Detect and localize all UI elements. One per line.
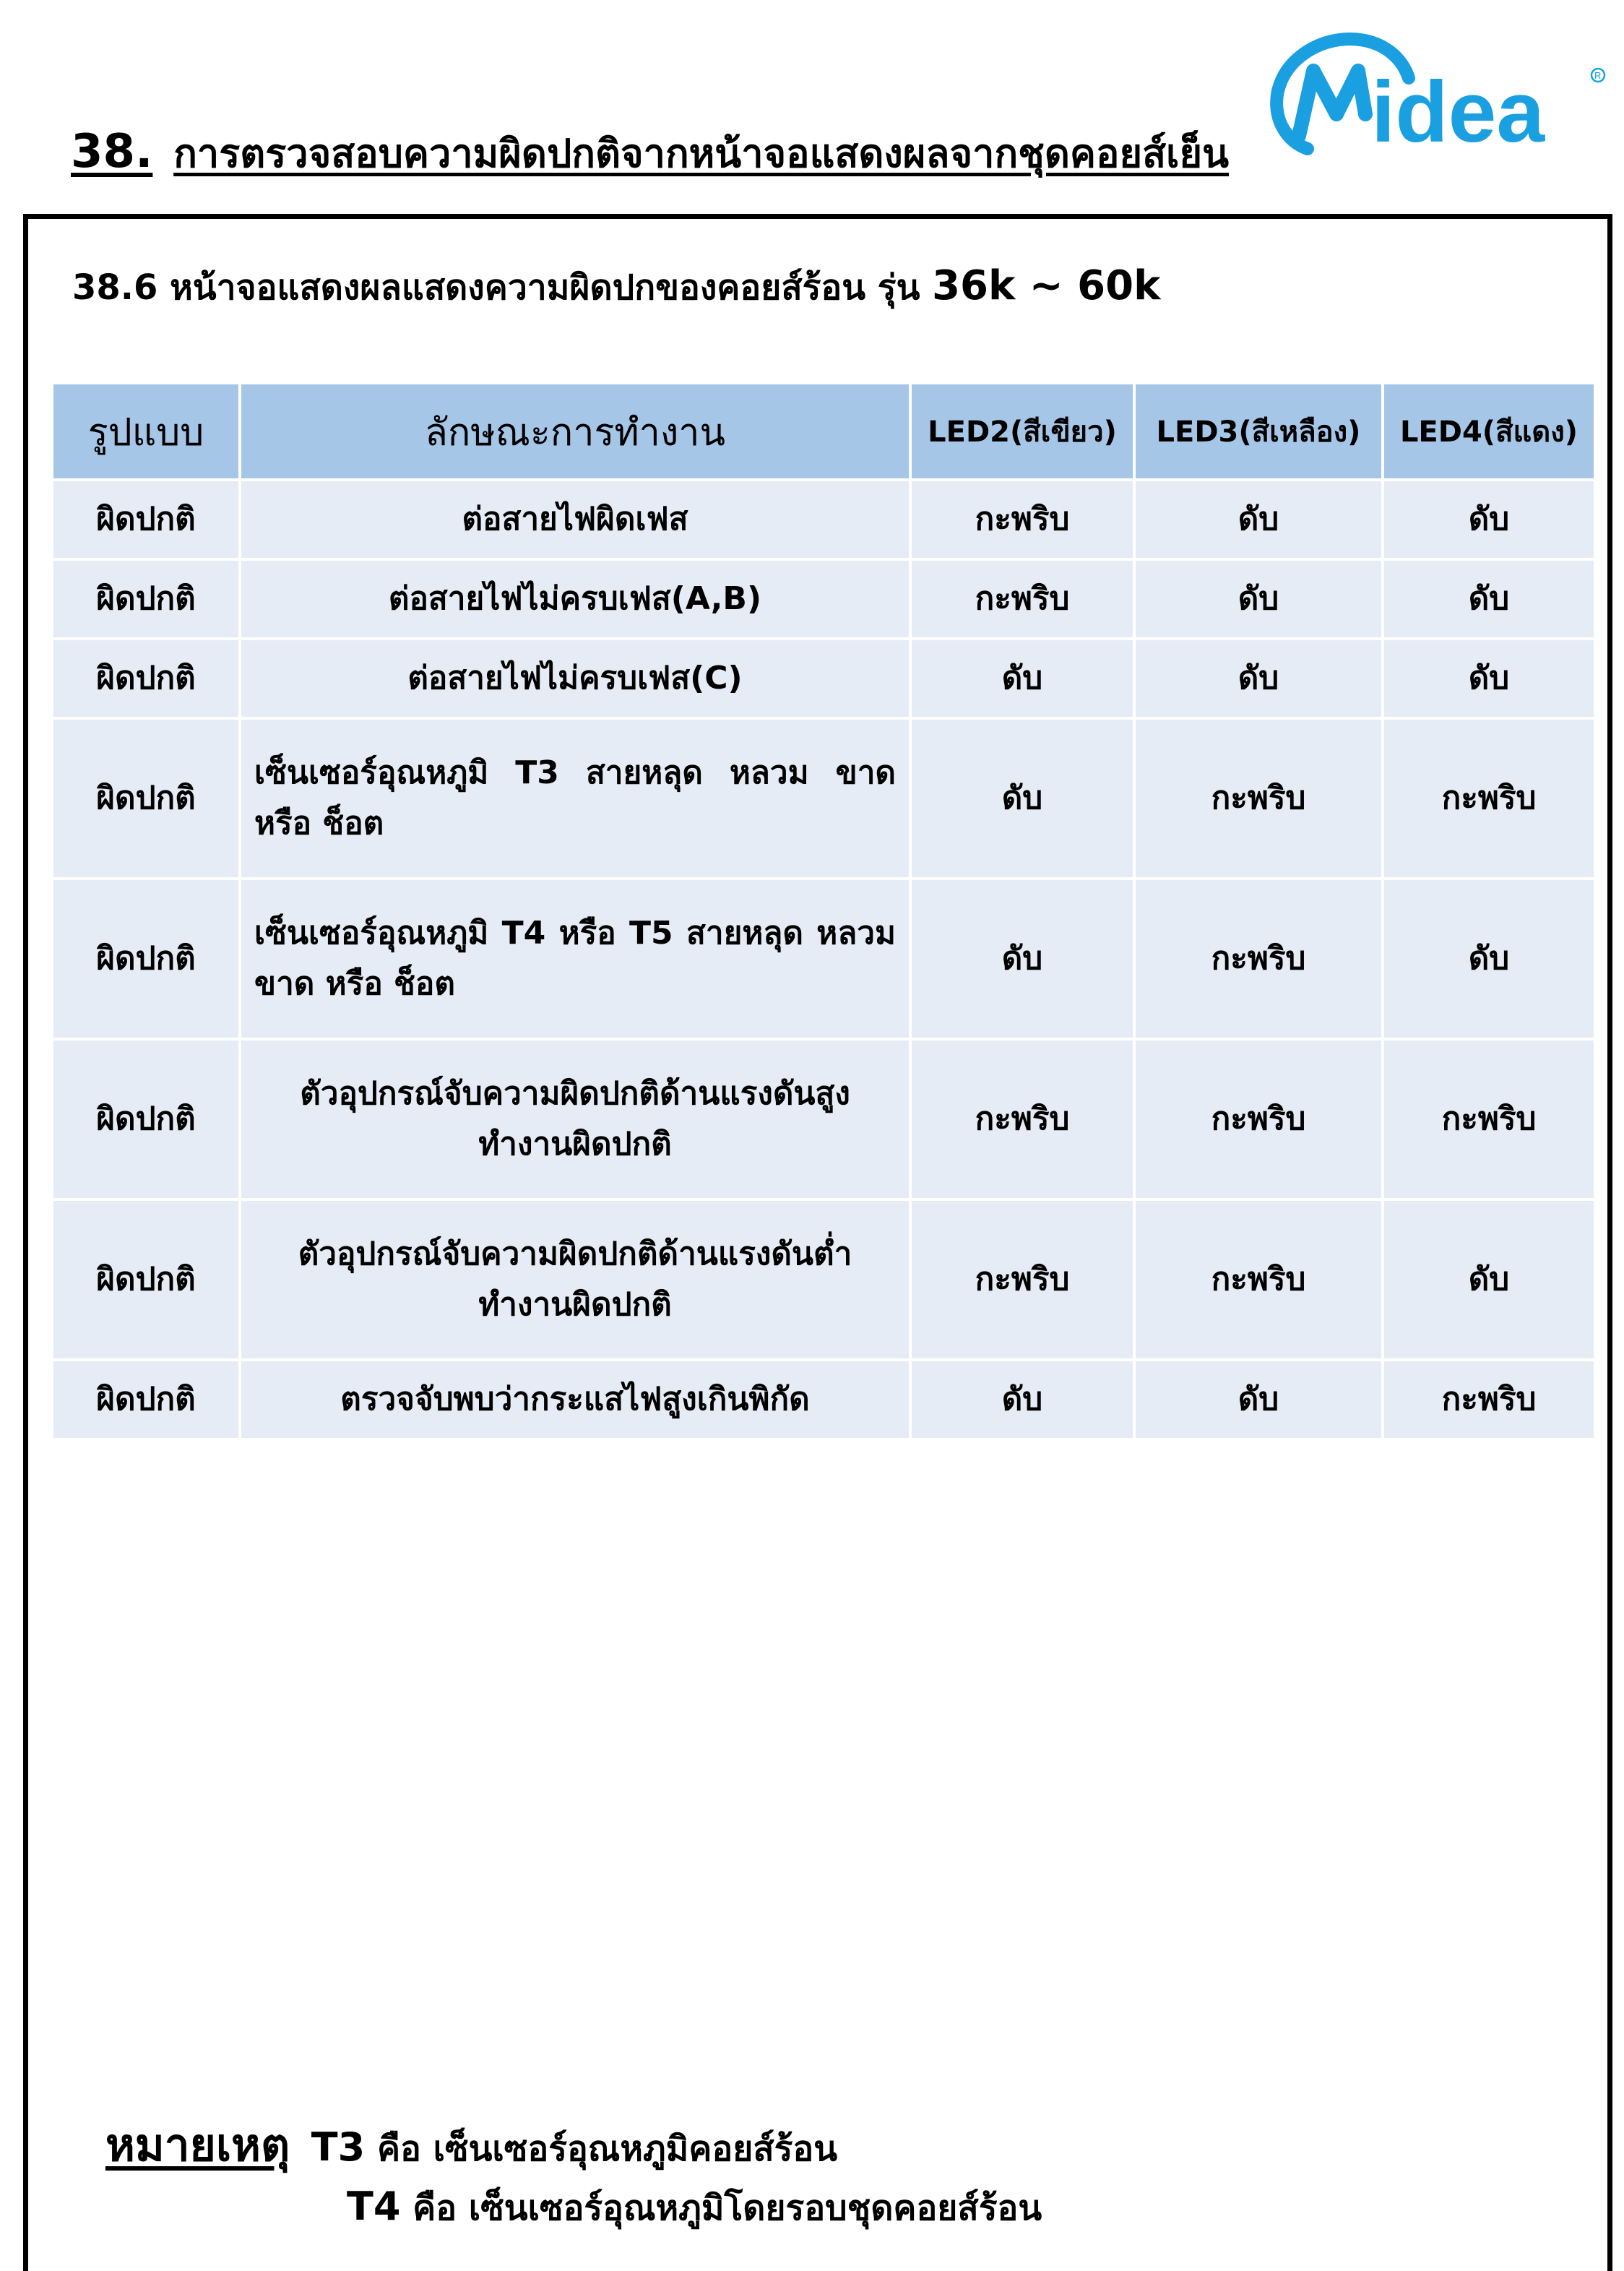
- cell-led2: ดับ: [912, 880, 1133, 1038]
- cell-led2: กะพริบ: [912, 1040, 1133, 1198]
- logo-wordmark: idea: [1371, 64, 1545, 158]
- cell-led3: ดับ: [1136, 1361, 1381, 1438]
- cell-behavior: ต่อสายไฟไม่ครบเฟส(A,B): [241, 561, 909, 637]
- cell-led4: ดับ: [1384, 481, 1594, 558]
- cell-led3: ดับ: [1136, 481, 1381, 558]
- cell-led2: กะพริบ: [912, 1201, 1133, 1358]
- table-header-row: [53, 384, 1594, 478]
- page-heading-text: การตรวจสอบความผิดปกติจากหน้าจอแสดงผลจากชุดคอยส์เย็น: [173, 131, 1230, 176]
- cell-behavior: ตัวอุปกรณ์จับความผิดปกติด้านแรงดันต่ำ ทำงานผิดปกติ: [241, 1201, 909, 1358]
- svg-text:R: R: [1594, 70, 1602, 81]
- cell-led4: ดับ: [1384, 880, 1594, 1038]
- cell-behavior: เซ็นเซอร์อุณหภูมิ T4 หรือ T5 สายหลุด หลวม ขาด หรือ ช็อต: [241, 880, 909, 1038]
- table-row: [53, 1201, 1594, 1358]
- header-led4: LED4(สีแดง): [1384, 384, 1594, 478]
- header-led2: LED2(สีเขียว): [912, 384, 1133, 478]
- cell-led4: กะพริบ: [1384, 720, 1594, 877]
- cell-led4: ดับ: [1384, 561, 1594, 637]
- note-code: T3: [311, 2124, 366, 2170]
- note-item: [311, 2124, 838, 2170]
- note-code: T4: [347, 2184, 401, 2229]
- header-mode: รูปแบบ: [53, 384, 238, 478]
- section-model-range: 36k ~ 60k: [932, 262, 1161, 309]
- page-heading: [71, 125, 1230, 178]
- cell-behavior: ต่อสายไฟผิดเฟส: [241, 481, 909, 558]
- cell-mode: ผิดปกติ: [53, 1201, 238, 1358]
- cell-mode: ผิดปกติ: [53, 561, 238, 637]
- table-row: [53, 720, 1594, 877]
- cell-led2: กะพริบ: [912, 481, 1133, 558]
- cell-mode: ผิดปกติ: [53, 720, 238, 877]
- table-row: [53, 561, 1594, 637]
- table-row: [53, 640, 1594, 717]
- section-title: [72, 262, 1160, 310]
- cell-behavior: ตรวจจับพบว่ากระแสไฟสูงเกินพิกัด: [241, 1361, 909, 1438]
- page-number: 38.: [71, 125, 153, 178]
- cell-led3: กะพริบ: [1136, 720, 1381, 877]
- cell-led4: กะพริบ: [1384, 1361, 1594, 1438]
- cell-led3: ดับ: [1136, 640, 1381, 717]
- cell-mode: ผิดปกติ: [53, 481, 238, 558]
- note-text: คือ เซ็นเซอร์อุณหภูมิโดยรอบชุดคอยส์ร้อน: [413, 2188, 1042, 2228]
- cell-led4: ดับ: [1384, 640, 1594, 717]
- cell-led2: ดับ: [912, 1361, 1133, 1438]
- table-row: [53, 481, 1594, 558]
- table-row: [53, 880, 1594, 1038]
- cell-led2: กะพริบ: [912, 561, 1133, 637]
- led-error-table: [51, 382, 1597, 1441]
- cell-led3: กะพริบ: [1136, 1040, 1381, 1198]
- notes-label: หมายเหตุ: [105, 2119, 290, 2171]
- midea-logo: [1257, 27, 1611, 158]
- table-row: [53, 1040, 1594, 1198]
- table-row: [53, 1361, 1594, 1438]
- cell-mode: ผิดปกติ: [53, 1040, 238, 1198]
- cell-led3: ดับ: [1136, 561, 1381, 637]
- cell-led4: ดับ: [1384, 1201, 1594, 1358]
- cell-led2: ดับ: [912, 640, 1133, 717]
- header-behavior: ลักษณะการทำงาน: [241, 384, 909, 478]
- cell-led2: ดับ: [912, 720, 1133, 877]
- cell-led3: กะพริบ: [1136, 880, 1381, 1038]
- cell-mode: ผิดปกติ: [53, 640, 238, 717]
- cell-behavior: ตัวอุปกรณ์จับความผิดปกติด้านแรงดันสูง ทำงานผิดปกติ: [241, 1040, 909, 1198]
- cell-led3: กะพริบ: [1136, 1201, 1381, 1358]
- cell-led4: กะพริบ: [1384, 1040, 1594, 1198]
- cell-behavior: เซ็นเซอร์อุณหภูมิ T3 สายหลุด หลวม ขาด หรือ ช็อต: [241, 720, 909, 877]
- section-title-text: 38.6 หน้าจอแสดงผลแสดงความผิดปกของคอยส์ร้อน รุ่น: [72, 267, 920, 308]
- header-led3: LED3(สีเหลือง): [1136, 384, 1381, 478]
- notes: [105, 2110, 1042, 2229]
- cell-mode: ผิดปกติ: [53, 880, 238, 1038]
- cell-mode: ผิดปกติ: [53, 1361, 238, 1438]
- note-item: [347, 2181, 1042, 2236]
- cell-behavior: ต่อสายไฟไม่ครบเฟส(C): [241, 640, 909, 717]
- note-text: คือ เซ็นเซอร์อุณหภูมิคอยส์ร้อน: [376, 2129, 838, 2169]
